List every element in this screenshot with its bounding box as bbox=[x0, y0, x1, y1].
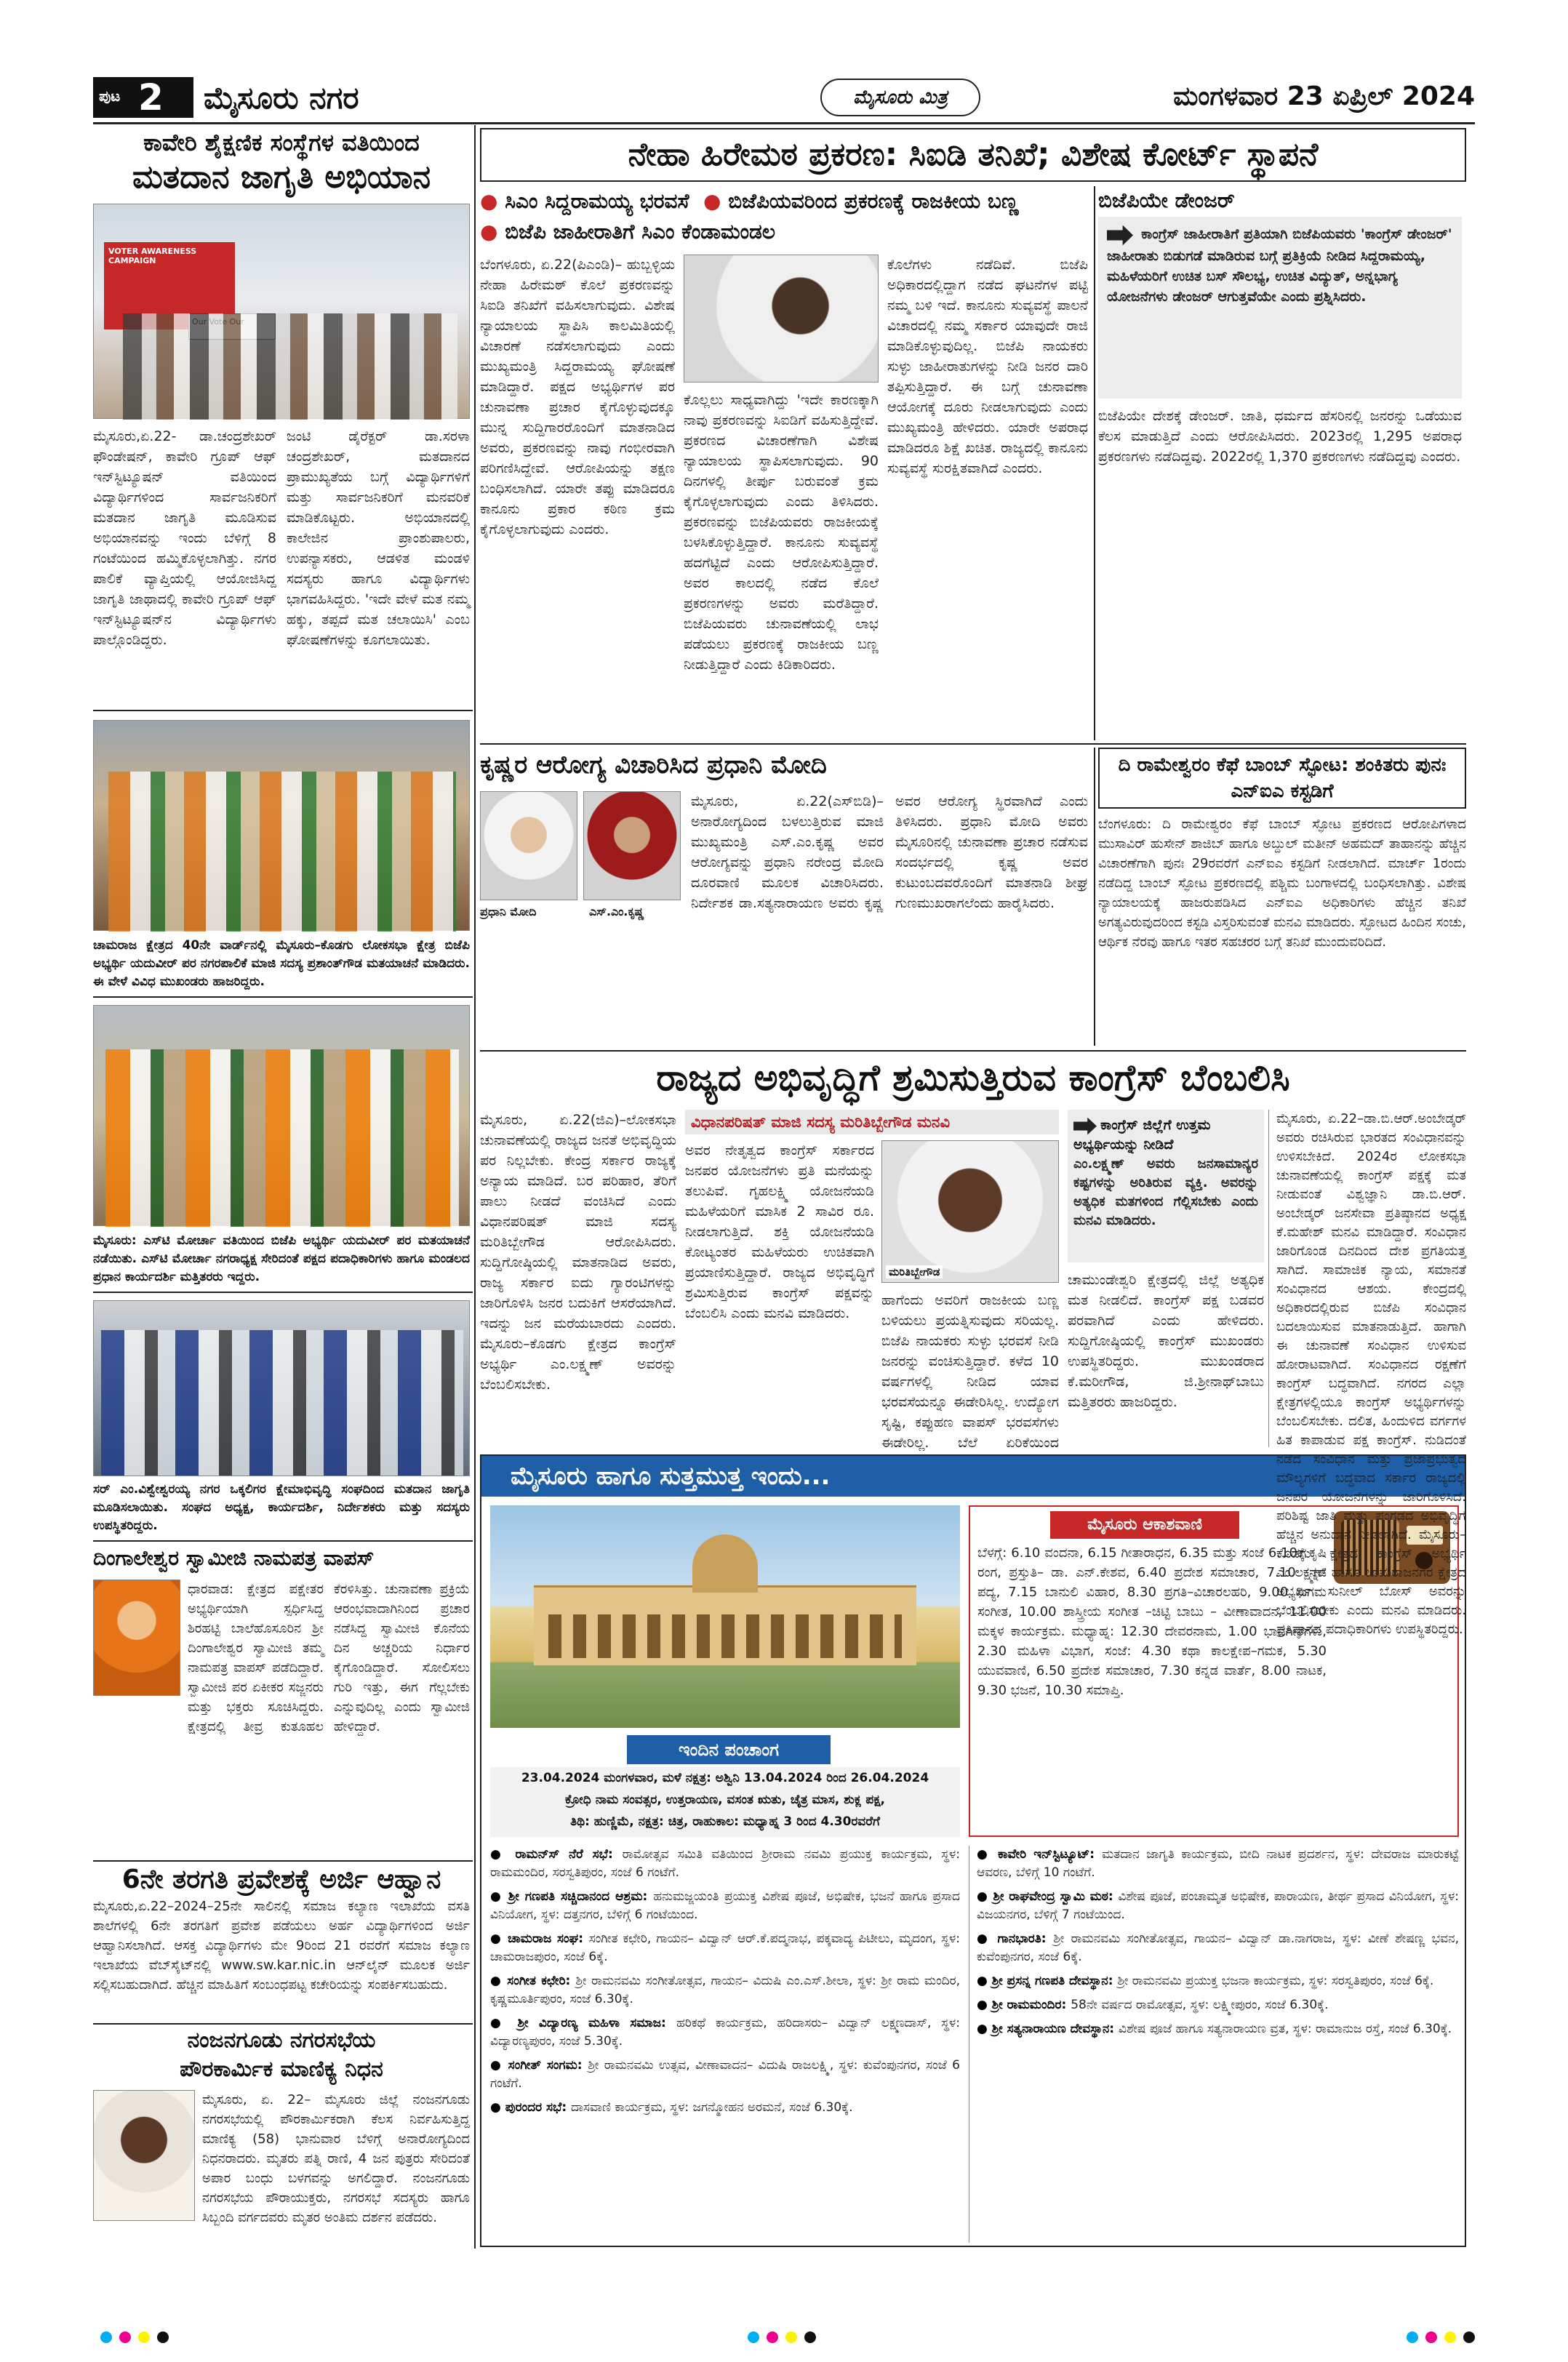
voter-awareness-photo bbox=[93, 204, 470, 419]
event-title: ● ಶ್ರೀ ರಾಮಮಂದಿರ: bbox=[977, 1998, 1071, 2012]
event-details: ಮತದಾನ ಜಾಗೃತಿ ಕಾರ್ಯಕ್ರಮ, ಬೀದಿ ನಾಟಕ ಪ್ರದರ್ಶನ, ಸ್ಥಳ: ದೇವರಾಜ ಮಾರುಕಟ್ಟೆ ಆವರಣ, ಬೆಳಿಗ್ಗೆ 10 ಗಂಟೆಗೆ. bbox=[977, 1847, 1460, 1880]
story-cafe bbox=[1098, 748, 1466, 1046]
event-item bbox=[977, 1996, 1459, 2014]
story-headline: ದಿ ರಾಮೇಶ್ವರಂ ಕೆಫೆ ಬಾಂಬ್ ಸ್ಫೋಟ: ಶಂಕಿತರು ಪುನಃ ಎನ್‌ಐಎ ಕಸ್ಟಡಿಗೆ bbox=[1118, 754, 1447, 802]
modi-photo bbox=[480, 791, 577, 900]
awareness-photo-caption: ಸರ್ ಎಂ.ವಿಶ್ವೇಶ್ವರಯ್ಯ ನಗರ ಒಕ್ಕಲಿಗರ ಕ್ಷೇಮಾಭಿವೃದ್ಧಿ ಸಂಘದಿಂದ ಮತದಾನ ಜಾಗೃತಿ ಮೂಡಿಸಲಾಯಿತು. ಸಂಘದ ಅಧ್ಯಕ್ಷ, ಕಾರ್ಯದರ್ಶಿ, ನಿರ್ದೇಶಕರು ಮತ್ತು ಸದಸ್ಯರು ಉಪಸ್ಥಿತರಿದ್ದರು. bbox=[93, 1482, 470, 1533]
event-item bbox=[490, 2057, 960, 2093]
bullet-icon: ● bbox=[480, 220, 505, 244]
magenta-dot bbox=[1425, 2331, 1437, 2343]
subhead-row-1 bbox=[480, 186, 1088, 217]
subhead-1: ಸಿಎಂ ಸಿದ್ದರಾಮಯ್ಯ ಭರವಸೆ bbox=[505, 189, 689, 213]
cyan-dot bbox=[748, 2331, 759, 2343]
event-title: ● ಗಾನಭಾರತಿ: bbox=[977, 1931, 1054, 1946]
swamiji-photo bbox=[93, 1580, 180, 1696]
event-item bbox=[977, 2020, 1459, 2038]
maritibbegowda-photo bbox=[881, 1140, 1059, 1283]
arrow-icon bbox=[1073, 1118, 1097, 1135]
event-item bbox=[490, 1972, 960, 2009]
story-kicker: ಕಾವೇರಿ ಶೈಕ್ಷಣಿಕ ಸಂಸ್ಥೆಗಳ ವತಿಯಿಂದ bbox=[143, 129, 420, 156]
yellow-dot bbox=[138, 2331, 150, 2343]
panchanga-title: ಇಂದಿನ ಪಂಚಾಂಗ bbox=[679, 1740, 779, 1760]
subhead-2: ಬಿಜೆಪಿಯವರಿಂದ ಪ್ರಕರಣಕ್ಕೆ ರಾಜಕೀಯ ಬಣ್ಣ bbox=[728, 189, 1019, 213]
story-headline: ದಿಂಗಾಲೇಶ್ವರ ಸ್ವಾಮೀಜಿ ನಾಮಪತ್ರ ವಾಪಸ್ bbox=[93, 1546, 375, 1570]
story-body: ಮೈಸೂರು,ಏ.22–2024–25ನೇ ಸಾಲಿನಲ್ಲಿ ಸಮಾಜ ಕಲ್ಯಾಣ ಇಲಾಖೆಯ ವಸತಿ ಶಾಲೆಗಳಲ್ಲಿ 6ನೇ ತರಗತಿಗೆ ಪ್ರವೇಶ ಪಡೆಯಲು ಅರ್ಹ ವಿದ್ಯಾರ್ಥಿಗಳಿಂದ ಅರ್ಜಿ ಆಹ್ವಾನಿಸಲಾಗಿದೆ. ಆಸಕ್ತ ವಿದ್ಯಾರ್ಥಿಗಳು ಮೇ 9ರಿಂದ 21 ರವರೆಗೆ ಸಮಾಜ ಕಲ್ಯಾಣ ಇಲಾಖೆಯ ವೆಬ್‌ಸೈಟ್‌ನಲ್ಲಿ www.sw.kar.nic.in ಆನ್‌ಲೈನ್ ಮೂಲಕ ಅರ್ಜಿ ಸಲ್ಲಿಸಬಹುದಾಗಿದೆ. ಹೆಚ್ಚಿನ ಮಾಹಿತಿಗೆ ಸಂಬಂಧಪಟ್ಟ ಕಚೇರಿಯನ್ನು ಸಂಪರ್ಕಿಸಬಹುದು. bbox=[93, 1899, 470, 1993]
brand-box bbox=[820, 79, 980, 116]
section-title: ಮೈಸೂರು ನಗರ bbox=[204, 80, 359, 116]
radio-schedule: ಬೆಳಗ್ಗೆ: 6.10 ವಂದನಾ, 6.15 ಗೀತಾರಾಧನ, 6.35 ಮತ್ತು ಸಂಜೆ 6.10ಕ್ಕೆ ಕೃಷಿ ರಂಗ, ಪ್ರಸ್ತುತಿ– ಡಾ. ಎನ್.ಕೇಶವ, 6.40 ಪ್ರದೇಶ ಸಮಾಚಾರ, 7.10 ಕನ್ನಡ ಪದ್ಯ, 7.15 ಬಾನುಲಿ ವಿಹಾರ, 8.30 ಪ್ರಗತಿ–ವಿಚಾರಲಹರಿ, 9.00 ಸುಗಮ ಸಂಗೀತ, 10.00 ಶಾಸ್ತ್ರೀಯ ಸಂಗೀತ –ಚಿಟ್ಟಿ ಬಾಬು – ವೀಣಾವಾದನ, 11.00 ಮಕ್ಕಳ ಕಾರ್ಯಕ್ರಮ. ಮಧ್ಯಾಹ್ನ: 12.30 ದೇವರನಾಮ, 1.00 ಭಾವಗೀತೆಗಳು, 2.30 ಮಹಿಳಾ ವಿಭಾಗ, ಸಂಜೆ: 4.30 ಕಥಾ ಕಾಲಕ್ಷೇಪ–ಗಮಕ, 5.30 ಯುವವಾಣಿ, 6.50 ಪ್ರದೇಶ ಸಮಾಚಾರ, 7.30 ಕನ್ನಡ ವಾರ್ತೆ, 8.00 ನಾಟಕ, 9.30 ಭಜನೆ, 10.30 ಸಮಾಪ್ತಿ. bbox=[977, 1545, 1327, 1698]
story-body: ಬೆಂಗಳೂರು: ದಿ ರಾಮೇಶ್ವರಂ ಕೆಫೆ ಬಾಂಬ್ ಸ್ಫೋಟ ಪ್ರಕರಣದ ಆರೋಪಿಗಳಾದ ಮುಸಾವಿರ್ ಹುಸೇನ್ ಶಾಜಿಬ್ ಹಾಗೂ ಅಬ್ದುಲ್ ಮತೀನ್ ಅಹಮದ್ ತಾಹಾನನ್ನು ಹೆಚ್ಚಿನ ವಿಚಾರಣೆಗಾಗಿ ಪುನಃ 29ರವರೆಗೆ ಎನ್‌ಐಎ ಕಸ್ಟಡಿಗೆ ನೀಡಲಾಗಿದೆ. ಮಾರ್ಚ್ 1ರಂದು ನಡೆದಿದ್ದ ಬಾಂಬ್ ಸ್ಫೋಟ ಪ್ರಕರಣದಲ್ಲಿ ಪಶ್ಚಿಮ ಬಂಗಾಳದಲ್ಲಿ ಬಂಧಿಸಲಾಗಿತ್ತು. ವಿಶೇಷ ನ್ಯಾಯಾಲಯಕ್ಕೆ ಹಾಜರುಪಡಿಸಿದ ಎನ್‌ಐಎ ಅಧಿಕಾರಿಗಳು ಹೆಚ್ಚಿನ ತನಿಖೆ ಅಗತ್ಯವಿರುವುದರಿಂದ ಕಸ್ಟಡಿ ವಿಸ್ತರಿಸುವಂತೆ ಮನವಿ ಮಾಡಿದರು. ಸ್ಫೋಟದ ಹಿಂದಿನ ಸಂಚು, ಆರ್ಥಿಕ ನೆರವು ಹಾಗೂ ಇತರ ಸಹಚರರ ಬಗ್ಗೆ ತನಿಖೆ ಮುಂದುವರಿದಿದೆ. bbox=[1098, 817, 1466, 950]
event-item bbox=[490, 1846, 960, 1882]
story-body-col2: ಅವರ ನೇತೃತ್ವದ ಕಾಂಗ್ರೆಸ್ ಸರ್ಕಾರದ ಜನಪರ ಯೋಜನೆಗಳು ಪ್ರತಿ ಮನೆಯನ್ನು ತಲುಪಿವೆ. ಗೃಹಲಕ್ಷ್ಮಿ ಯೋಜನೆಯಡಿ ಮಹಿಳೆಯರಿಗೆ ಮಾಸಿಕ 2 ಸಾವಿರ ರೂ. ನೀಡಲಾಗುತ್ತಿದೆ. ಶಕ್ತಿ ಯೋಜನೆಯಡಿ ಕೋಟ್ಯಂತರ ಮಹಿಳೆಯರು ಉಚಿತವಾಗಿ ಪ್ರಯಾಣಿಸುತ್ತಿದ್ದಾರೆ. ರಾಜ್ಯದ ಅಭಿವೃದ್ಧಿಗೆ ಶ್ರಮಿಸುತ್ತಿರುವ ಕಾಂಗ್ರೆಸ್ ಪಕ್ಷವನ್ನು ಬೆಂಬಲಿಸಿ ಎಂದು ಮನವಿ ಮಾಡಿದರು. bbox=[685, 1142, 874, 1321]
story-kicker: ನಂಜನಗೂಡು ನಗರಸಭೆಯ bbox=[187, 2027, 376, 2053]
event-item bbox=[490, 2099, 960, 2117]
photo-people bbox=[105, 1049, 459, 1227]
story-body: ಮೈಸೂರು, ಏ.22–ಡಾ.ಬಿ.ಆರ್.ಅಂಬೇಡ್ಕರ್ ಅವರು ರಚಿಸಿರುವ ಭಾರತದ ಸಂವಿಧಾನವನ್ನು ಉಳಿಸಬೇಕಿದೆ. 2024ರ ಲೋಕಸಭಾ ಚುನಾವಣೆಯಲ್ಲಿ ಕಾಂಗ್ರೆಸ್ ಪಕ್ಷಕ್ಕೆ ಮತ ನೀಡುವಂತೆ ವಿಶ್ವಜ್ಞಾನಿ ಡಾ.ಬಿ.ಆರ್. ಅಂಬೇಡ್ಕರ್ ಜನಸೇವಾ ಪ್ರತಿಷ್ಠಾನದ ಅಧ್ಯಕ್ಷ ಕೆ.ಮಹೇಶ್ ಮನವಿ ಮಾಡಿದ್ದಾರೆ. ಸಂವಿಧಾನ ಜಾರಿಗೊಂಡ ದಿನದಿಂದ ದೇಶ ಪ್ರಗತಿಯತ್ತ ಸಾಗಿದೆ. ಸಾಮಾಜಿಕ ನ್ಯಾಯ, ಸಮಾನತೆ ಸಂವಿಧಾನದ ಆಶಯ. ಕೇಂದ್ರದಲ್ಲಿ ಅಧಿಕಾರದಲ್ಲಿರುವ ಬಿಜೆಪಿ ಸಂವಿಧಾನ ಬದಲಾಯಿಸುವ ಮಾತನಾಡುತ್ತಿದೆ. ಹಾಗಾಗಿ ಈ ಚುನಾವಣೆ ಸಂವಿಧಾನ ಉಳಿಸುವ ಹೋರಾಟವಾಗಿದೆ. ಸಂವಿಧಾನದ ರಕ್ಷಣೆಗೆ ಕಾಂಗ್ರೆಸ್ ಬದ್ಧವಾಗಿದೆ. ನಗರದ ಎಲ್ಲಾ ಕ್ಷೇತ್ರಗಳಲ್ಲಿಯೂ ಕಾಂಗ್ರೆಸ್ ಅಭ್ಯರ್ಥಿಗಳನ್ನು ಬೆಂಬಲಿಸಬೇಕು. ದಲಿತ, ಹಿಂದುಳಿದ ವರ್ಗಗಳ ಹಿತ ಕಾಪಾಡುವ ಪಕ್ಷ ಕಾಂಗ್ರೆಸ್. ನುಡಿದಂತೆ ನಡೆದ ಸಂವಿಧಾನ ಮತ್ತು ಪ್ರಜಾಪ್ರಭುತ್ವದ ಮೌಲ್ಯಗಳಿಗೆ ಬದ್ಧವಾದ ಸರ್ಕಾರ ರಾಜ್ಯದಲ್ಲಿ ಜನಪರ ಯೋಜನೆಗಳನ್ನು ಜಾರಿಗೊಳಿಸಿದೆ. ಪರಿಶಿಷ್ಟ ಜಾತಿ ಮತ್ತು ಪಂಗಡದ ಅಭಿವೃದ್ಧಿಗೆ ಹೆಚ್ಚಿನ ಅನುದಾನ ನೀಡಲಾಗಿದೆ. ಮೈಸೂರು–ಕೊಡಗು ಕ್ಷೇತ್ರದ ಕಾಂಗ್ರೆಸ್ ಅಭ್ಯರ್ಥಿ ಎಂ.ಲಕ್ಷ್ಮಣ್ ಹಾಗೂ ಚಾಮರಾಜನಗರ ಕ್ಷೇತ್ರದ ಅಭ್ಯರ್ಥಿ ಸುನೀಲ್ ಬೋಸ್ ಅವರನ್ನು ಬೆಂಬಲಿಸಬೇಕು ಎಂದು ಮನವಿ ಮಾಡಿದರು. ಪ್ರತಿಷ್ಠಾನದ ಪದಾಧಿಕಾರಿಗಳು ಉಪಸ್ಥಿತರಿದ್ದರು. bbox=[1276, 1111, 1466, 1637]
event-title: ● ಸಂಗೀತ್ ಸಂಗಮ: bbox=[490, 2058, 588, 2073]
campaign-photo-1 bbox=[93, 720, 470, 931]
event-details: ಶ್ರೀ ರಾಮನವಮಿ ಸಂಗೀತೋತ್ಸವ, ಗಾಯನ– ವಿದ್ವಾನ್ ಡಾ.ನಾಗರಾಜ, ಸ್ಥಳ: ವೀಣೆ ಶೇಷಣ್ಣ ಭವನ, ಕುವೆಂಪುನಗರ, ಸಂಜೆ 6ಕ್ಕೆ. bbox=[977, 1931, 1459, 1964]
events-list-left bbox=[490, 1846, 960, 2243]
divider bbox=[93, 1540, 473, 1542]
panchanga-title-bar bbox=[627, 1735, 831, 1764]
story-headline: 6ನೇ ತರಗತಿ ಪ್ರವೇಶಕ್ಕೆ ಅರ್ಜಿ ಆಹ್ವಾನ bbox=[121, 1865, 441, 1894]
story-headline: ಕೃಷ್ಣರ ಆರೋಗ್ಯ ವಿಚಾರಿಸಿದ ಪ್ರಧಾನಿ ಮೋದಿ bbox=[480, 750, 827, 780]
campaign-photo-1-caption: ಚಾಮರಾಜ ಕ್ಷೇತ್ರದ 40ನೇ ವಾರ್ಡ್‌ನಲ್ಲಿ ಮೈಸೂರು–ಕೊಡಗು ಲೋಕಸಭಾ ಕ್ಷೇತ್ರ ಬಿಜೆಪಿ ಅಭ್ಯರ್ಥಿ ಯದುವೀರ್ ಪರ ನಗರಪಾಲಿಕೆ ಮಾಜಿ ಸದಸ್ಯ ಪ್ರಶಾಂತ್‌ಗೌಡ ಮತಯಾಚನೆ ಮಾಡಿದರು. ಈ ವೇಳೆ ವಿವಿಧ ಮುಖಂಡರು ಹಾಜರಿದ್ದರು. bbox=[93, 938, 470, 989]
masthead-rule bbox=[93, 122, 1475, 124]
story-body-col1: ಮೈಸೂರು,ಏ.22- ಡಾ.ಚಂದ್ರಶೇಖರ್ ಫೌಂಡೇಷನ್, ಕಾವೇರಿ ಗ್ರೂಪ್ ಆಫ್ ಇನ್‌ಸ್ಟಿಟ್ಯೂಷನ್ ವತಿಯಿಂದ ವಿದ್ಯಾರ್ಥಿಗಳಿಂದ ಸಾರ್ವಜನಿಕರಿಗೆ ಮತದಾನ ಜಾಗೃತಿ ಮೂಡಿಸುವ ಅಭಿಯಾನವನ್ನು ಇಂದು ಬೆಳಿಗ್ಗೆ 8 ಗಂಟೆಯಿಂದ ಹಮ್ಮಿಕೊಳ್ಳಲಾಗಿತ್ತು. ನಗರ ಪಾಲಿಕೆ ವ್ಯಾಪ್ತಿಯಲ್ಲಿ ಆಯೋಜಿಸಿದ್ದ ಜಾಗೃತಿ ಜಾಥಾದಲ್ಲಿ ಕಾವೇರಿ ಗ್ರೂಪ್ ಆಫ್ ಇನ್‌ಸ್ಟಿಟ್ಯೂಷನ್‌ನ ವಿದ್ಯಾರ್ಥಿಗಳು ಪಾಲ್ಗೊಂಡಿದ್ದರು. bbox=[93, 428, 276, 648]
divider bbox=[93, 2023, 473, 2025]
events-list-right bbox=[969, 1846, 1459, 2243]
obituary-photo bbox=[93, 2090, 195, 2221]
masthead bbox=[93, 76, 1475, 121]
story-headline: ಮತದಾನ ಜಾಗೃತಿ ಅಭಿಯಾನ bbox=[132, 159, 431, 196]
event-details: ರಾಮೋತ್ಸವ ಸಮಿತಿ ವತಿಯಿಂದ ಶ್ರೀರಾಮ ನವಮಿ ಪ್ರಯುಕ್ತ ಕಾರ್ಯಕ್ರಮ, ಸ್ಥಳ: ರಾಮಮಂದಿರ, ಸರಸ್ವತಿಪುರಂ, ಸಂಜೆ 6 ಗಂಟೆಗೆ. bbox=[490, 1847, 960, 1880]
magenta-dot bbox=[119, 2331, 131, 2343]
left-column-divider bbox=[474, 125, 476, 2249]
siddaramaiah-photo bbox=[684, 255, 879, 383]
event-title: ● ಶ್ರೀ ಸತ್ಯನಾರಾಯಣ ದೇವಸ್ಥಾನ: bbox=[977, 2022, 1119, 2036]
campaign-photo-2-caption: ಮೈಸೂರು: ಎಸ್‌ಟಿ ಮೋರ್ಚಾ ವತಿಯಿಂದ ಬಿಜೆಪಿ ಅಭ್ಯರ್ಥಿ ಯದುವೀರ್ ಪರ ಮತಯಾಚನೆ ನಡೆಯಿತು. ಎಸ್‌ಟಿ ಮೋರ್ಚಾ ನಗರಾಧ್ಯಕ್ಷ ಸೇರಿದಂತೆ ಪಕ್ಷದ ಪದಾಧಿಕಾರಿಗಳು ಹಾಗೂ ಮಂಡಲದ ಪ್ರಧಾನ ಕಾರ್ಯದರ್ಶಿ ಮತ್ತಿತರರು ಇದ್ದರು. bbox=[93, 1233, 470, 1284]
event-details: ವಿಶೇಷ ಪೂಜೆ ಹಾಗೂ ಸತ್ಯನಾರಾಯಣ ವ್ರತ, ಸ್ಥಳ: ರಾಮಾನುಜ ರಸ್ತೆ, ಸಂಜೆ 6.30ಕ್ಕೆ. bbox=[1119, 2022, 1452, 2036]
divider bbox=[1094, 748, 1095, 1046]
lead-headline-box bbox=[480, 128, 1466, 182]
congress-side-box bbox=[1068, 1110, 1264, 1262]
krishna-photo bbox=[583, 791, 681, 900]
photo-people bbox=[101, 1330, 463, 1476]
panchanga-box bbox=[490, 1767, 960, 1837]
story-headline: ಪೌರಕಾರ್ಮಿಕ ಮಾಣಿಕ್ಯ ನಿಧನ bbox=[180, 2057, 383, 2082]
event-item bbox=[977, 1846, 1459, 1882]
page-number-box bbox=[93, 77, 193, 118]
story-headline-box bbox=[1098, 748, 1466, 809]
divider bbox=[93, 1860, 473, 1862]
page-label: ಪುಟ bbox=[99, 87, 121, 105]
lead-body-col2: ಕೊಲ್ಲಲು ಸಾಧ್ಯವಾಗಿದ್ದು 'ಇದೇ ಕಾರಣಕ್ಕಾಗಿ ನಾವು ಪ್ರಕರಣವನ್ನು ಸಿಐಡಿಗೆ ವಹಿಸುತ್ತಿದ್ದೇವೆ. ಪ್ರಕರಣದ ವಿಚಾರಣೆಗಾಗಿ ವಿಶೇಷ ನ್ಯಾಯಾಲಯ ಸ್ಥಾಪಿಸಲಾಗುವುದು. 90 ದಿನಗಳಲ್ಲಿ ತೀರ್ಪು ಬರುವಂತೆ ಕ್ರಮ ಕೈಗೊಳ್ಳಲಾಗುವುದು ಎಂದು ತಿಳಿಸಿದರು. ಪ್ರಕರಣವನ್ನು ಬಿಜೆಪಿಯವರು ರಾಜಕೀಯಕ್ಕೆ ಬಳಸಿಕೊಳ್ಳುತ್ತಿದ್ದಾರೆ. ಕಾನೂನು ಸುವ್ಯವಸ್ಥೆ ಹದಗೆಟ್ಟಿದೆ ಎಂದು ಆರೋಪಿಸುತ್ತಿದ್ದಾರೆ. ಅವರ ಕಾಲದಲ್ಲಿ ನಡೆದ ಕೊಲೆ ಪ್ರಕರಣಗಳನ್ನು ಅವರು ಮರೆತಿದ್ದಾರೆ. ಬಿಜೆಪಿಯವರು ಚುನಾವಣೆಯಲ್ಲಿ ಲಾಭ ಪಡೆಯಲು ಪ್ರಕರಣಕ್ಕೆ ರಾಜಕೀಯ ಬಣ್ಣ ನೀಡುತ್ತಿದ್ದಾರೆ ಎಂದು ಕಿಡಿಕಾರಿದರು. bbox=[684, 392, 879, 673]
page-number: 2 bbox=[138, 76, 164, 119]
color-registration-left bbox=[100, 2331, 176, 2346]
story-body: ಮೈಸೂರು, ಏ. 22– ಮೈಸೂರು ಜಿಲ್ಲೆ ನಂಜನಗೂಡು ನಗರಸಭೆಯಲ್ಲಿ ಪೌರಕಾರ್ಮಿಕರಾಗಿ ಕೆಲಸ ನಿರ್ವಹಿಸುತ್ತಿದ್ದ ಮಾಣಿಕ್ಯ (58) ಭಾನುವಾರ ಬೆಳಿಗ್ಗೆ ಅನಾರೋಗ್ಯದಿಂದ ನಿಧನರಾದರು. ಮೃತರು ಪತ್ನಿ ರಾಣಿ, 4 ಜನ ಪುತ್ರರು ಸೇರಿದಂತೆ ಅಪಾರ ಬಂಧು ಬಳಗವನ್ನು ಅಗಲಿದ್ದಾರೆ. ನಂಜನಗೂಡು ನಗರಸಭೆಯ ಪೌರಾಯುಕ್ತರು, ನಗರಸಭೆ ಸದಸ್ಯರು ಹಾಗೂ ಸಿಬ್ಬಂದಿ ವರ್ಗದವರು ಮೃತರ ಅಂತಿಮ ದರ್ಶನ ಪಡೆದರು. bbox=[202, 2092, 470, 2225]
story-body-col2: ಜಂಟಿ ಡೈರೆಕ್ಟರ್ ಡಾ.ಸರಳಾ ಚಂದ್ರಶೇಖರ್, ಮತದಾನದ ಪ್ರಾಮುಖ್ಯತೆಯ ಬಗ್ಗೆ ವಿದ್ಯಾರ್ಥಿಗಳಿಗೆ ಮತ್ತು ಸಾರ್ವಜನಿಕರಿಗೆ ಮನವರಿಕೆ ಮಾಡಿಕೊಟ್ಟರು. ಅಭಿಯಾನದಲ್ಲಿ ಕಾಲೇಜಿನ ಪ್ರಾಂಶುಪಾಲರು, ಉಪನ್ಯಾಸಕರು, ಆಡಳಿತ ಮಂಡಳಿ ಸದಸ್ಯರು ಹಾಗೂ ವಿದ್ಯಾರ್ಥಿಗಳು ಭಾಗವಹಿಸಿದ್ದರು. 'ಇದೇ ವೇಳೆ ಮತ ನಮ್ಮ ಹಕ್ಕು, ತಪ್ಪದೆ ಮತ ಚಲಾಯಿಸಿ' ಎಂಬ ಘೋಷಣೆಗಳನ್ನು ಕೂಗಲಾಯಿತು. bbox=[287, 428, 470, 648]
campaign-photo-2 bbox=[93, 1005, 470, 1226]
panchanga-line-3: ತಿಥಿ: ಹುಣ್ಣಿಮೆ, ನಕ್ಷತ್ರ: ಚಿತ್ರ, ರಾಹುಕಾಲ: ಮಧ್ಯಾಹ್ನ 3 ರಿಂದ 4.30ರವರೆಗೆ bbox=[570, 1814, 880, 1829]
boxed-headline: ಬಿಜೆಪಿಯೇ ಡೇಂಜರ್ bbox=[1098, 188, 1235, 212]
cyan-dot bbox=[1407, 2331, 1418, 2343]
event-details: ವಿಶೇಷ ಪೂಜೆ, ಪಂಚಾಮೃತ ಅಭಿಷೇಕ, ಪಾರಾಯಣ, ತೀರ್ಥ ಪ್ರಸಾದ ವಿನಿಯೋಗ, ಸ್ಥಳ: ವಿಜಯನಗರ, ಬೆಳಿಗ್ಗೆ 7 ಗಂಟೆಯಿಂದ. bbox=[977, 1889, 1459, 1922]
divider bbox=[480, 1050, 1466, 1052]
panchanga-line-2: ಕ್ರೋಧಿ ನಾಮ ಸಂವತ್ಸರ, ಉತ್ತರಾಯಣ, ವಸಂತ ಋತು, ಚೈತ್ರ ಮಾಸ, ಶುಕ್ಲ ಪಕ್ಷ, bbox=[564, 1793, 885, 1807]
mysore-palace-photo bbox=[490, 1505, 960, 1728]
divider bbox=[93, 1292, 473, 1293]
story-constitution bbox=[1268, 1110, 1466, 1637]
color-registration-center bbox=[748, 2331, 823, 2346]
banner-text: VOTER AWARENESS CAMPAIGN bbox=[108, 247, 197, 265]
box-body: ಎಂ.ಲಕ್ಷ್ಮಣ್ ಅವರು ಜನಸಾಮಾನ್ಯರ ಕಷ್ಟಗಳನ್ನು ಅರಿತಿರುವ ವ್ಯಕ್ತಿ. ಅವರನ್ನು ಅತ್ಯಧಿಕ ಮತಗಳಿಂದ ಗೆಲ್ಲಿಸಬೇಕು ಎಂದು ಮನವಿ ಮಾಡಿದರು. bbox=[1073, 1156, 1258, 1228]
yellow-dot bbox=[785, 2331, 797, 2343]
boxed-lead: ಕಾಂಗ್ರೆಸ್ ಜಾಹೀರಾತಿಗೆ ಪ್ರತಿಯಾಗಿ ಬಿಜೆಪಿಯವರು 'ಕಾಂಗ್ರೆಸ್ ಡೇಂಜರ್' ಜಾಹೀರಾತು ಬಿಡುಗಡೆ ಮಾಡಿರುವ ಬಗ್ಗೆ ಪ್ರತಿಕ್ರಿಯೆ ನೀಡಿದ ಸಿದ್ದರಾಮಯ್ಯ, ಮಹಿಳೆಯರಿಗೆ ಉಚಿತ ಬಸ್ ಸೌಲಭ್ಯ, ಉಚಿತ ವಿದ್ಯುತ್, ಅನ್ನಭಾಗ್ಯ ಯೋಜನೆಗಳು ಡೇಂಜರ್ ಆಗುತ್ತವೆಯೇ ಎಂದು ಪ್ರಶ್ನಿಸಿದರು. bbox=[1107, 226, 1452, 305]
divider bbox=[480, 743, 1466, 745]
bullet-icon: ● bbox=[480, 189, 505, 213]
modi-photo-label: ಪ್ರಧಾನಿ ಮೋದಿ bbox=[480, 905, 537, 918]
event-title: ● ಶ್ರೀ ಪ್ರಸನ್ನ ಗಣಪತಿ ದೇವಸ್ಥಾನ: bbox=[977, 1974, 1118, 1988]
color-registration-right bbox=[1407, 2331, 1482, 2346]
palace-arches bbox=[548, 1614, 902, 1658]
lead-body-col3: ಕೊಲೆಗಳು ನಡೆದಿವೆ. ಬಿಜೆಪಿ ಅಧಿಕಾರದಲ್ಲಿದ್ದಾಗ ನಡೆದ ಘಟನೆಗಳ ಪಟ್ಟಿ ನಮ್ಮ ಬಳಿ ಇದೆ. ಕಾನೂನು ಸುವ್ಯವಸ್ಥೆ ಪಾಲನೆ ವಿಚಾರದಲ್ಲಿ ನಮ್ಮ ಸರ್ಕಾರ ಯಾವುದೇ ರಾಜಿ ಮಾಡಿಕೊಳ್ಳುವುದಿಲ್ಲ. ಬಿಜೆಪಿ ನಾಯಕರು ಸುಳ್ಳು ಜಾಹೀರಾತುಗಳನ್ನು ನೀಡಿ ಜನರ ದಾರಿ ತಪ್ಪಿಸುತ್ತಿದ್ದಾರೆ. ಈ ಬಗ್ಗೆ ಚುನಾವಣಾ ಆಯೋಗಕ್ಕೆ ದೂರು ನೀಡಲಾಗುವುದು ಎಂದು ಮುಖ್ಯಮಂತ್ರಿ ಹೇಳಿದರು. ಯಾರೇ ಅಪರಾಧ ಮಾಡಿದರೂ ಶಿಕ್ಷೆ ಖಚಿತ. ರಾಜ್ಯದಲ್ಲಿ ಕಾನೂನು ಸುವ್ಯವಸ್ಥೆ ಸುರಕ್ಷಿತವಾಗಿದೆ ಎಂದರು. bbox=[887, 257, 1088, 476]
magenta-dot bbox=[767, 2331, 778, 2343]
event-item bbox=[490, 2014, 960, 2051]
event-title: ● ಶ್ರೀ ಗಣಪತಿ ಸಚ್ಚಿದಾನಂದ ಆಶ್ರಮ: bbox=[490, 1889, 654, 1904]
event-title: ● ಶ್ರೀ ವಿದ್ಯಾರಣ್ಯ ಮಹಿಳಾ ಸಮಾಜ: bbox=[490, 2016, 677, 2030]
radio-title: ಮೈಸೂರು ಆಕಾಶವಾಣಿ bbox=[1087, 1516, 1202, 1534]
boxed-story bbox=[1098, 186, 1462, 740]
radio-title-bar bbox=[1050, 1511, 1239, 1539]
black-dot bbox=[1463, 2331, 1475, 2343]
quote-head: ವಿಧಾನಪರಿಷತ್ ಮಾಜಿ ಸದಸ್ಯ ಮರಿತಿಬ್ಬೇಗೌಡ ಮನವಿ bbox=[691, 1113, 951, 1131]
event-details: 58ನೇ ವರ್ಷದ ರಾಮೋತ್ಸವ, ಸ್ಥಳ: ಲಕ್ಷ್ಮೀಪುರಂ, ಸಂಜೆ 6.30ಕ್ಕೆ. bbox=[1071, 1998, 1329, 2012]
event-details: ಸಂಗೀತ ಕಛೇರಿ, ಗಾಯನ– ವಿದ್ವಾನ್ ಆರ್.ಕೆ.ಪದ್ಮನಾಭ, ಪಕ್ಕವಾದ್ಯ ಪಿಟೀಲು, ಮೃದಂಗ, ಸ್ಥಳ: ಚಾಮರಾಜಪುರಂ, ಸಂಜೆ 6ಕ್ಕೆ. bbox=[490, 1931, 960, 1964]
subhead-3: ಬಿಜೆಪಿ ಜಾಹೀರಾತಿಗೆ ಸಿಎಂ ಕೆಂಡಾಮಂಡಲ bbox=[505, 220, 776, 244]
event-item bbox=[977, 1888, 1459, 1924]
story-obituary bbox=[93, 2026, 470, 2251]
event-title: ● ಕಾವೇರಿ ಇನ್‌ಸ್ಟಿಟ್ಯೂಟ್: bbox=[977, 1847, 1103, 1862]
event-item bbox=[490, 1930, 960, 1966]
story-body: ಮೈಸೂರು, ಏ.22(ಎಸ್‌ಬಿಡಿ)– ಅನಾರೋಗ್ಯದಿಂದ ಬಳಲುತ್ತಿರುವ ಮಾಜಿ ಮುಖ್ಯಮಂತ್ರಿ ಎಸ್.ಎಂ.ಕೃಷ್ಣ ಅವರ ಆರೋಗ್ಯವನ್ನು ಪ್ರಧಾನಿ ನರೇಂದ್ರ ಮೋದಿ ದೂರವಾಣಿ ಮೂಲಕ ವಿಚಾರಿಸಿದರು. ನಿರ್ದೇಶಕ ಡಾ.ಸತ್ಯನಾರಾಯಣ ಅವರು ಕೃಷ್ಣ ಅವರ ಆರೋಗ್ಯ ಸ್ಥಿರವಾಗಿದೆ ಎಂದು ತಿಳಿಸಿದರು. ಪ್ರಧಾನಿ ಮೋದಿ ಅವರು ಮೈಸೂರಿನಲ್ಲಿ ಚುನಾವಣಾ ಪ್ರಚಾರ ನಡೆಸುವ ಸಂದರ್ಭದಲ್ಲಿ ಕೃಷ್ಣ ಅವರ ಕುಟುಂಬದವರೊಂದಿಗೆ ಮಾತನಾಡಿ ಶೀಘ್ರ ಗುಣಮುಖರಾಗಲೆಂದು ಹಾರೈಸಿದರು. bbox=[691, 793, 1088, 911]
story-swamiji bbox=[93, 1545, 470, 1857]
divider bbox=[1094, 186, 1095, 740]
arrow-icon bbox=[1107, 225, 1133, 246]
boxed-body: ಬಿಜೆಪಿಯೇ ದೇಶಕ್ಕೆ ಡೇಂಜರ್. ಜಾತಿ, ಧರ್ಮದ ಹೆಸರಿನಲ್ಲಿ ಜನರನ್ನು ಒಡೆಯುವ ಕೆಲಸ ಮಾಡುತ್ತಿದೆ ಎಂದು ಆರೋಪಿಸಿದರು. 2023ರಲ್ಲಿ 1,295 ಅಪರಾಧ ಪ್ರಕರಣಗಳು ನಡೆದಿದ್ದವು. 2022ರಲ್ಲಿ 1,370 ಪ್ರಕರಣಗಳು ನಡೆದಿದ್ದವು ಎಂದರು. bbox=[1098, 408, 1462, 465]
event-title: ● ಪುರಂದರ ಸಭೆ: bbox=[490, 2100, 572, 2115]
event-item bbox=[490, 1888, 960, 1924]
event-details: ಹನುಮಜ್ಜಯಂತಿ ಪ್ರಯುಕ್ತ ವಿಶೇಷ ಪೂಜೆ, ಅಭಿಷೇಕ, ಭಜನೆ ಹಾಗೂ ಪ್ರಸಾದ ವಿನಿಯೋಗ, ಸ್ಥಳ: ದತ್ತನಗರ, ಬೆಳಿಗ್ಗೆ 6 ಗಂಟೆಯಿಂದ. bbox=[490, 1889, 960, 1922]
boxed-lead-box bbox=[1098, 217, 1462, 399]
event-details: ಶ್ರೀ ರಾಮನವಮಿ ಪ್ರಯುಕ್ತ ಭಜನಾ ಕಾರ್ಯಕ್ರಮ, ಸ್ಥಳ: ಸರಸ್ವತಿಪುರಂ, ಸಂಜೆ 6ಕ್ಕೆ. bbox=[1117, 1974, 1434, 1988]
awareness-photo bbox=[93, 1300, 470, 1476]
panchanga-line-1: 23.04.2024 ಮಂಗಳವಾರ, ಮಳೆ ನಕ್ಷತ್ರ: ಅಶ್ವಿನಿ 13.04.2024 ರಿಂದ 26.04.2024 bbox=[521, 1771, 929, 1785]
story-body-col1: ಮೈಸೂರು, ಏ.22(ಜಿಎ)–ಲೋಕಸಭಾ ಚುನಾವಣೆಯಲ್ಲಿ ರಾಜ್ಯದ ಜನತೆ ಅಭಿವೃದ್ಧಿಯ ಪರ ನಿಲ್ಲಬೇಕು. ಕೇಂದ್ರ ಸರ್ಕಾರ ರಾಜ್ಯಕ್ಕೆ ಅನ್ಯಾಯ ಮಾಡಿದೆ. ಬರ ಪರಿಹಾರ, ತೆರಿಗೆ ಪಾಲು ನೀಡದೆ ವಂಚಿಸಿದೆ ಎಂದು ವಿಧಾನಪರಿಷತ್ ಮಾಜಿ ಸದಸ್ಯ ಮರಿತಿಬ್ಬೇಗೌಡ ಆರೋಪಿಸಿದರು. ಸುದ್ದಿಗೋಷ್ಠಿಯಲ್ಲಿ ಮಾತನಾಡಿದ ಅವರು, ರಾಜ್ಯ ಸರ್ಕಾರ ಐದು ಗ್ಯಾರಂಟಿಗಳನ್ನು ಜಾರಿಗೊಳಿಸಿ ಜನರ ಬದುಕಿಗೆ ಆಸರೆಯಾಗಿದೆ. ಇದನ್ನು ಜನ ಮರೆಯಬಾರದು ಎಂದರು. ಮೈಸೂರು–ಕೊಡಗು ಕ್ಷೇತ್ರದ ಕಾಂಗ್ರೆಸ್ ಅಭ್ಯರ್ಥಿ ಎಂ.ಲಕ್ಷ್ಮಣ್ ಅವರನ್ನು ಬೆಂಬಲಿಸಬೇಕು. bbox=[480, 1112, 676, 1393]
quote-head-box bbox=[685, 1110, 1059, 1134]
lead-body-col1: ಬೆಂಗಳೂರು, ಏ.22(ಪಿಎಂಡಿ)– ಹುಬ್ಬಳ್ಳಿಯ ನೇಹಾ ಹಿರೇಮಠ್ ಕೊಲೆ ಪ್ರಕರಣವನ್ನು ಸಿಐಡಿ ತನಿಖೆಗೆ ವಹಿಸಲಾಗುವುದು. ವಿಶೇಷ ನ್ಯಾಯಾಲಯ ಸ್ಥಾಪಿಸಿ ಕಾಲಮಿತಿಯಲ್ಲಿ ವಿಚಾರಣೆ ನಡೆಸಲಾಗುವುದು ಎಂದು ಮುಖ್ಯಮಂತ್ರಿ ಸಿದ್ದರಾಮಯ್ಯ ಘೋಷಣೆ ಮಾಡಿದ್ದಾರೆ. ಪಕ್ಷದ ಅಭ್ಯರ್ಥಿಗಳ ಪರ ಚುನಾವಣಾ ಪ್ರಚಾರ ಕೈಗೊಳ್ಳುವುದಕ್ಕೂ ಮುನ್ನ ಸುದ್ದಿಗಾರರೊಂದಿಗೆ ಮಾತನಾಡಿದ ಅವರು, ಪ್ರಕರಣವನ್ನು ನಾವು ಗಂಭೀರವಾಗಿ ಪರಿಗಣಿಸಿದ್ದೇವೆ. ಆರೋಪಿಯನ್ನು ತಕ್ಷಣ ಬಂಧಿಸಲಾಗಿದೆ. ಯಾರೇ ತಪ್ಪು ಮಾಡಿದರೂ ಕಾನೂನು ಪ್ರಕಾರ ಕಠಿಣ ಕ್ರಮ ಕೈಗೊಳ್ಳಲಾಗುವುದು ಎಂದರು. bbox=[480, 257, 675, 537]
issue-date: ಮಂಗಳವಾರ 23 ಏಪ್ರಿಲ್ 2024 bbox=[1173, 81, 1475, 111]
story-voter-awareness bbox=[93, 128, 470, 704]
black-dot bbox=[804, 2331, 816, 2343]
lead-headline: ನೇಹಾ ಹಿರೇಮಠ ಪ್ರಕರಣ: ಸಿಐಡಿ ತನಿಖೆ; ವಿಶೇಷ ಕೋರ್ಟ್ ಸ್ಥಾಪನೆ bbox=[628, 136, 1319, 173]
today-banner-text: ಮೈಸೂರು ಹಾಗೂ ಸುತ್ತಮುತ್ತ ಇಂದು... bbox=[511, 1462, 831, 1491]
story-admission bbox=[93, 1863, 470, 2019]
palace-dome bbox=[692, 1534, 758, 1593]
yellow-dot bbox=[1444, 2331, 1456, 2343]
event-details: ದಾಸವಾಣಿ ಕಾರ್ಯಕ್ರಮ, ಸ್ಥಳ: ಜಗನ್ಮೋಹನ ಅರಮನೆ, ಸಂಜೆ 6.30ಕ್ಕೆ. bbox=[571, 2100, 853, 2115]
event-title: ● ಸಂಗೀತ ಕಛೇರಿ: bbox=[490, 1974, 576, 1988]
event-item bbox=[977, 1930, 1459, 1966]
photo-people bbox=[108, 772, 456, 932]
black-dot bbox=[157, 2331, 169, 2343]
lead-subheads bbox=[480, 186, 1088, 249]
event-details: ಹರಿಕಥೆ ಕಾರ್ಯಕ್ರಮ, ಹರಿದಾಸರು– ವಿದ್ವಾನ್ ಲಕ್ಷ್ಮಣದಾಸ್, ಸ್ಥಳ: ವಿದ್ಯಾರಣ್ಯಪುರಂ, ಸಂಜೆ 5.30ಕ್ಕೆ. bbox=[490, 2016, 960, 2049]
photo-label: ಮರಿತಿಬ್ಬೇಗೌಡ bbox=[886, 1265, 943, 1278]
box-headline: ಕಾಂಗ್ರೆಸ್ ಜಿಲ್ಲೆಗೆ ಉತ್ತಮ ಅಭ್ಯರ್ಥಿಯನ್ನು ನೀಡಿದೆ bbox=[1073, 1117, 1211, 1153]
story-modi bbox=[480, 748, 1088, 1046]
brand-name: ಮೈಸೂರು ಮಿತ್ರ bbox=[853, 87, 948, 108]
story-body-col4: ಚಾಮುಂಡೇಶ್ವರಿ ಕ್ಷೇತ್ರದಲ್ಲಿ ಜಿಲ್ಲೆ ಅತ್ಯಧಿಕ ಮತ ನೀಡಲಿದೆ. ಕಾಂಗ್ರೆಸ್ ಪಕ್ಷ ಬಡವರ ಪರವಾಗಿದೆ ಎಂದು ಹೇಳಿದರು. ಸುದ್ದಿಗೋಷ್ಠಿಯಲ್ಲಿ ಕಾಂಗ್ರೆಸ್ ಮುಖಂಡರು ಉಪಸ್ಥಿತರಿದ್ದರು. ಮುಖಂಡರಾದ ಕೆ.ಮರೀಗೌಡ, ಜಿ.ಶ್ರೀನಾಥ್‌ಬಾಬು ಮತ್ತಿತರರು ಹಾಜರಿದ್ದರು. bbox=[1068, 1272, 1264, 1410]
divider bbox=[93, 996, 473, 998]
event-title: ● ಚಾಮರಾಜ ಸಂಘ: bbox=[490, 1931, 589, 1946]
bullet-icon: ● bbox=[703, 189, 729, 213]
event-item bbox=[977, 1972, 1459, 1990]
story-headline: ರಾಜ್ಯದ ಅಭಿವೃದ್ಧಿಗೆ ಶ್ರಮಿಸುತ್ತಿರುವ ಕಾಂಗ್ರೆಸ್ ಬೆಂಬಲಿಸಿ bbox=[656, 1057, 1290, 1099]
story-body: ಧಾರವಾಡ: ಕ್ಷೇತ್ರದ ಪಕ್ಷೇತರ ಅಭ್ಯರ್ಥಿಯಾಗಿ ಸ್ಪರ್ಧಿಸಿದ್ದ ಶಿರಹಟ್ಟಿ ಬಾಲೆಹೊಸೂರಿನ ಶ್ರೀ ದಿಂಗಾಲೇಶ್ವರ ಸ್ವಾಮೀಜಿ ತಮ್ಮ ನಾಮಪತ್ರ ವಾಪಸ್ ಪಡೆದಿದ್ದಾರೆ. ಸ್ವಾಮೀಜಿ ಪರ ಏಕೀಕರ ಸಜ್ಜನರು ಮತ್ತು ಭಕ್ತರು ಸೂಚಿಸಿದ್ದರು. ಕ್ಷೇತ್ರದಲ್ಲಿ ತೀವ್ರ ಕುತೂಹಲ ಕೆರಳಿಸಿತ್ತು. ಚುನಾವಣಾ ಪ್ರಕ್ರಿಯೆ ಆರಂಭವಾದಾಗಿನಿಂದ ಪ್ರಚಾರ ನಡೆಸಿದ್ದ ಸ್ವಾಮೀಜಿ ಕೊನೆಯ ದಿನ ಅಚ್ಚರಿಯ ನಿರ್ಧಾರ ಕೈಗೊಂಡಿದ್ದಾರೆ. ಸೋಲಿಸಲು ಗುರಿ ಇತ್ತು, ಈಗ ಗೆಲ್ಲಬೇಕು ಎನ್ನುವುದಿಲ್ಲ ಎಂದು ಸ್ವಾಮೀಜಿ ಹೇಳಿದ್ದಾರೆ. bbox=[188, 1582, 470, 1734]
event-title: ● ಶ್ರೀ ರಾಘವೇಂದ್ರ ಸ್ವಾಮಿ ಮಠ: bbox=[977, 1889, 1119, 1904]
photo-people bbox=[123, 313, 457, 420]
divider bbox=[93, 710, 473, 711]
event-title: ● ರಾಮನ್‌ಸ್ ನೆರೆ ಸಭೆ: bbox=[490, 1847, 623, 1862]
event-details: ಶ್ರೀ ರಾಮನವಮಿ ಸಂಗೀತೋತ್ಸವ, ಗಾಯನ– ವಿದುಷಿ ಎಂ.ಎಸ್.ಶೀಲಾ, ಸ್ಥಳ: ಶ್ರೀ ರಾಮ ಮಂದಿರ, ಕೃಷ್ಣಮೂರ್ತಿಪುರಂ, ಸಂಜೆ 6.30ಕ್ಕೆ. bbox=[490, 1974, 961, 2006]
event-details: ಶ್ರೀ ರಾಮನವಮಿ ಉತ್ಸವ, ವೀಣಾವಾದನ– ವಿದುಷಿ ರಾಜಲಕ್ಷ್ಮಿ, ಸ್ಥಳ: ಕುವೆಂಪುನಗರ, ಸಂಜೆ 6 ಗಂಟೆಗೆ. bbox=[490, 2058, 960, 2091]
krishna-photo-label: ಎಸ್.ಎಂ.ಕೃಷ್ಣ bbox=[589, 905, 644, 918]
subhead-row-2 bbox=[480, 217, 1088, 247]
cyan-dot bbox=[100, 2331, 112, 2343]
story-body-col3: ಹಾಗೆಂದು ಅವರಿಗೆ ರಾಜಕೀಯ ಬಣ್ಣ ಬಳಿಯಲು ಪ್ರಯತ್ನಿಸುವುದು ಸರಿಯಲ್ಲ. ಬಿಜೆಪಿ ನಾಯಕರು ಸುಳ್ಳು ಭರವಸೆ ನೀಡಿ ಜನರನ್ನು ವಂಚಿಸುತ್ತಿದ್ದಾರೆ. ಕಳೆದ 10 ವರ್ಷಗಳಲ್ಲಿ ನೀಡಿದ ಯಾವ ಭರವಸೆಯನ್ನೂ ಈಡೇರಿಸಿಲ್ಲ. ಉದ್ಯೋಗ ಸೃಷ್ಟಿ, ಕಪ್ಪುಹಣ ವಾಪಸ್ ಭರವಸೆಗಳು ಈಡೇರಿಲ್ಲ. ಬೆಲೆ ಏರಿಕೆಯಿಂದ bbox=[881, 1292, 1059, 1451]
